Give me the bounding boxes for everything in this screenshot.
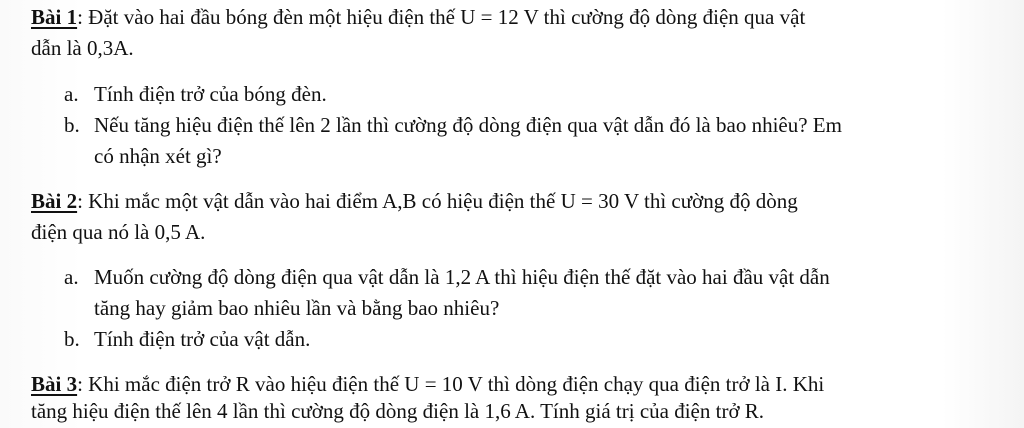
- problem-3-heading: Bài 3: [31, 372, 78, 396]
- problem-3-intro-text: : Khi mắc điện trở R vào hiệu điện thế U = 10 V thì dòng điện chạy qua điện trở là I. Khi: [77, 372, 825, 396]
- problem-1-item-a-marker: a.: [64, 82, 79, 106]
- problem-2-heading: Bài 2: [31, 189, 78, 213]
- problem-3-intro-line2: tăng hiệu điện thế lên 4 lần thì cường độ dòng điện là 1,6 A. Tính giá trị của điện trở R.: [31, 399, 765, 423]
- problem-2-intro-text: : Khi mắc một vật dẫn vào hai điểm A,B có hiệu điện thế U = 30 V thì cường độ dòng: [77, 189, 798, 213]
- problem-3-intro-line1: [31, 369, 824, 399]
- problem-2-item-b-marker: b.: [64, 327, 80, 351]
- problem-2-intro-line2: điện qua nó là 0,5 A.: [31, 220, 206, 244]
- problem-1-item-b-text-line2: có nhận xét gì?: [94, 144, 222, 168]
- problem-1-item-a-text: Tính điện trở của bóng đèn.: [94, 82, 327, 106]
- problem-1-heading: Bài 1: [31, 5, 78, 29]
- problem-2-item-a-text-line1: Muốn cường độ dòng điện qua vật dẫn là 1,2 A thì hiệu điện thế đặt vào hai đầu vật dẫn: [94, 265, 830, 289]
- problem-1-intro-line2: dẫn là 0,3A.: [31, 36, 134, 60]
- problem-2-item-a-text-line2: tăng hay giảm bao nhiêu lần và bằng bao nhiêu?: [94, 296, 500, 320]
- problem-1-item-b-text-line1: Nếu tăng hiệu điện thế lên 2 lần thì cường độ dòng điện qua vật dẫn đó là bao nhiêu? Em: [94, 113, 842, 137]
- problem-1-intro-text: : Đặt vào hai đầu bóng đèn một hiệu điện thế U = 12 V thì cường độ dòng điện qua vật: [77, 5, 806, 29]
- problem-1-item-b-marker: b.: [64, 113, 80, 137]
- problem-2-intro-line1: [31, 186, 798, 216]
- problem-2-item-b-text: Tính điện trở của vật dẫn.: [94, 327, 311, 351]
- problem-1-intro-line1: [31, 2, 805, 32]
- problem-2-item-a-marker: a.: [64, 265, 79, 289]
